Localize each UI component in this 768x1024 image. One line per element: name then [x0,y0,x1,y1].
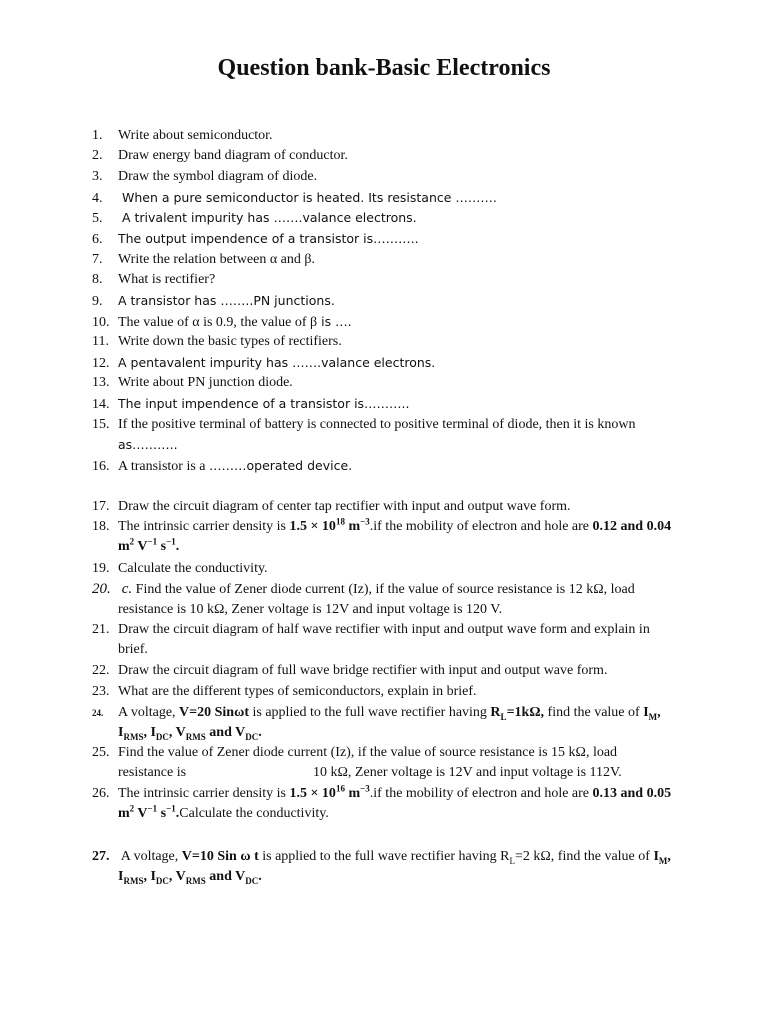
page-title: Question bank-Basic Electronics [217,55,551,81]
question-number: 24. [92,708,104,718]
question-number: 15. [92,417,110,432]
question-number: 1. [92,128,103,143]
question-7 [92,250,732,270]
question-6 [92,229,732,250]
question-text: If the positive terminal of battery is connected to positive terminal of diode, then it is known [118,417,636,432]
question-20: 20. c. Find the value of Zener diode current (Iz), if the value of source resistance is 12 kΩ, load resistance is 10 kΩ, Zener voltage is 12V and input voltage is 120 V. [92,581,635,617]
question-text: The output impendence of a transistor is……….. [118,231,419,246]
question-number: 20. [92,581,111,597]
question-text: A transistor has ……..PN junctions. [118,293,335,308]
question-1 [92,126,732,146]
question-14 [92,394,732,415]
question-2 [92,146,732,166]
question-number: 26. [92,786,110,801]
question-17 [92,497,732,517]
question-number: 16. [92,459,110,474]
question-number: 11. [92,334,109,349]
question-text: The input impendence of a transistor is……….. [118,396,410,411]
question-number: 14. [92,397,110,412]
question-text: A pentavalent impurity has …….valance electrons. [118,355,436,370]
question-number: 18. [92,519,110,534]
question-number: 13. [92,375,110,390]
question-9 [92,291,732,312]
question-18: 18. The intrinsic carrier density is $1.5 \times 10^{18}$ $m^{-3}.if$ the mobility of electron and hole are 0.12 and 0.04 $m^2$ $V^{-1}$ $s^{-1}$. [92,516,672,554]
question-text: What is rectifier? [118,272,216,287]
question-27: 27. A voltage, V=10 Sin ω t is applied to the full wave rectifier having $R_L=2$ kΩ, find the value of $I_M$, $I_{RMS}$, $I_{DC}$, $V_{RMS}$ and $V_{DC}$. [92,849,671,886]
question-number: 17. [92,499,110,514]
question-number: 4. [92,191,103,206]
question-text: Draw the symbol diagram of diode. [118,169,318,184]
question-26: 26. The intrinsic carrier density is $1.5 \times 10^{16}$ $m^{-3}.if$ the mobility of electron and hole are 0.13 and 0.05 $m^2$ $V^{-1}$ $s^{-1}.Calculate$ the conductivity. [92,783,672,821]
question-text-continued: as……….. [118,437,178,452]
question-text: Draw the circuit diagram of full wave bridge rectifier with input and output wave form. [118,663,608,678]
question-text: When a pure semiconductor is heated. Its resistance ………. [118,190,497,205]
question-8 [92,270,732,290]
question-text: Calculate the conductivity. [118,561,268,576]
question-text: Write about semiconductor. [118,128,273,143]
question-text: Write about PN junction diode. [118,375,293,390]
question-5 [92,208,732,229]
question-text: Draw energy band diagram of conductor. [118,148,348,163]
question-19 [92,559,732,579]
question-10: 10. The value of α is 0.9, the value of β is …. [92,312,732,333]
question-number: 27. [92,849,110,864]
question-12 [92,353,732,374]
question-number: 23. [92,684,110,699]
question-21: 21. Draw the circuit diagram of half wave rectifier with input and output wave form and explain in brief. [92,622,650,657]
question-text: A trivalent impurity has …….valance electrons. [118,210,417,225]
question-text: Write down the basic types of rectifiers. [118,334,342,349]
question-number: 25. [92,745,110,760]
question-number: 8. [92,272,103,287]
question-11 [92,332,732,352]
question-number: 3. [92,169,103,184]
question-16: 16. A transistor is a ………operated device. [92,456,732,477]
question-number: 10. [92,315,110,330]
question-24: 24. A voltage, V=20 Sinωt is applied to the full wave rectifier having $R_L=1k\Omega$, find the value of $I_M$, $I_{RMS}$, $I_{DC}$, $V_{RMS}$ and $V_{DC}$. [92,705,661,742]
question-22 [92,661,732,681]
question-number: 9. [92,294,103,309]
question-number: 22. [92,663,110,678]
question-23 [92,682,732,702]
question-number: 7. [92,252,103,267]
question-number: 19. [92,561,110,576]
question-number: 12. [92,356,110,371]
question-number: 5. [92,211,103,226]
question-4 [92,188,732,209]
question-text: Write the relation between α and β. [118,252,315,267]
question-3 [92,167,732,187]
question-25: 25. Find the value of Zener diode current (Iz), if the value of source resistance is 15 kΩ, load resistance is 10 kΩ, Zener voltage is 12V and input voltage is 112V. [92,745,622,780]
question-13 [92,373,732,393]
question-number: 6. [92,232,103,247]
question-number: 21. [92,622,110,637]
question-number: 2. [92,148,103,163]
question-15 [92,415,732,455]
question-text: What are the different types of semiconductors, explain in brief. [118,684,477,699]
question-text: Draw the circuit diagram of center tap rectifier with input and output wave form. [118,499,571,514]
